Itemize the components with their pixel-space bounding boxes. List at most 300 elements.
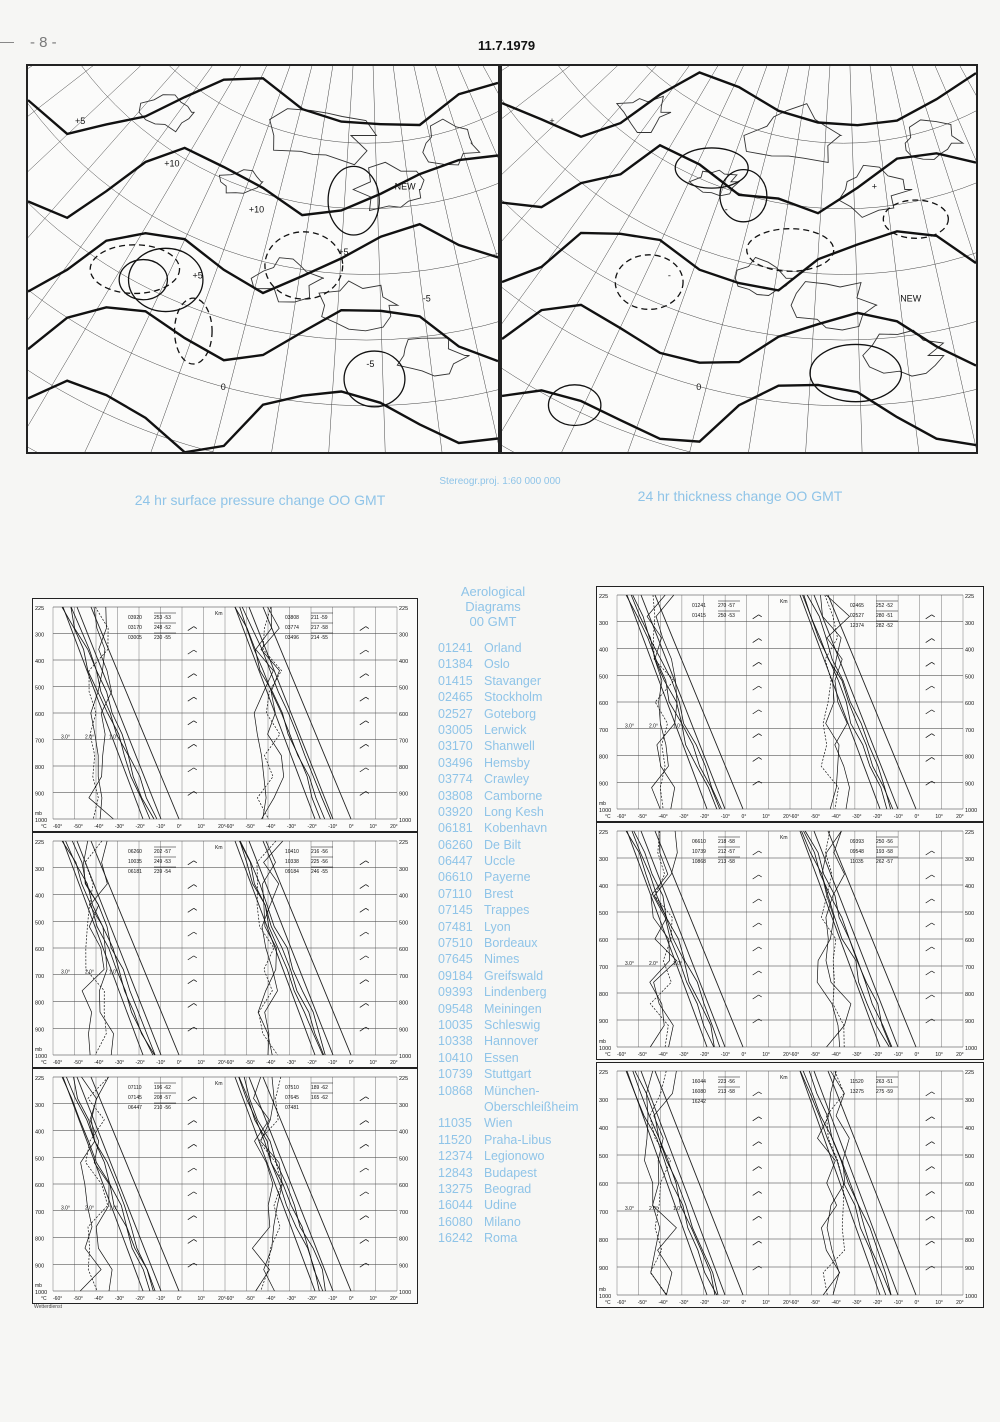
station-name: Kobenhavn <box>484 821 548 836</box>
surface-pressure-change-map <box>26 64 500 454</box>
station-item <box>438 755 578 771</box>
pressure-label: 500 <box>35 685 45 692</box>
temperature-tick: -30° <box>679 814 689 820</box>
station-code: 07145 <box>438 903 473 918</box>
pressure-label: 300 <box>965 620 975 627</box>
mb-unit-label: mb <box>599 801 606 807</box>
station-code-label: 16080 <box>692 1089 706 1095</box>
station-item <box>438 1017 578 1033</box>
wind-barb <box>188 956 194 960</box>
station-code-label: 12374 <box>850 623 864 629</box>
coastline <box>319 281 398 331</box>
tropopause-value: 211 -59 <box>311 615 328 621</box>
station-item <box>438 706 578 722</box>
wind-barb <box>366 980 369 982</box>
temperature-unit-label: °C <box>605 814 611 820</box>
wind-barb <box>366 1168 369 1170</box>
tropopause-value: 250 -56 <box>876 839 893 845</box>
temperature-tick: -20° <box>307 1296 317 1302</box>
station-item <box>438 1001 578 1017</box>
temperature-tick: -10° <box>328 1060 338 1066</box>
station-code-label: 09184 <box>285 869 299 875</box>
aerological-diagram-panel <box>32 832 418 1068</box>
temperature-tick: -50° <box>73 824 83 830</box>
wind-barb <box>753 1167 759 1171</box>
wind-barb <box>926 947 932 951</box>
pressure-label: 500 <box>965 1154 975 1160</box>
station-code-label: 10868 <box>692 859 706 865</box>
station-code-label: 07510 <box>285 1085 299 1091</box>
pressure-label: 600 <box>399 1183 409 1189</box>
pressure-label: 800 <box>35 765 45 771</box>
temperature-tick: 10° <box>197 1296 206 1302</box>
pressure-label: 700 <box>965 965 975 971</box>
wind-barb <box>926 1019 932 1023</box>
wind-barb <box>932 1092 935 1094</box>
station-code-label: 11520 <box>850 1079 864 1085</box>
temperature-tick: -10° <box>156 824 166 830</box>
wind-barb <box>926 923 932 927</box>
projection-note: Stereogr.proj. 1:60 000 000 <box>439 476 561 487</box>
station-code-label: 09393 <box>850 839 864 845</box>
station-name: Nimes <box>484 952 520 967</box>
wind-barb <box>926 1167 932 1171</box>
temperature-tick: -10° <box>328 824 338 830</box>
pressure-label: 800 <box>399 1000 409 1007</box>
temperature-tick: 0° <box>741 1300 747 1306</box>
wind-barb <box>360 650 366 654</box>
latitude-line <box>554 66 976 143</box>
pressure-label: 225 <box>599 830 609 836</box>
station-item <box>438 886 578 902</box>
wind-barb <box>932 615 935 617</box>
wind-barb <box>753 662 759 666</box>
wind-barb <box>366 627 369 629</box>
wind-barb <box>759 734 762 736</box>
mixing-ratio-label: 1.0° <box>109 969 118 976</box>
wind-barb <box>194 1121 197 1123</box>
wind-barb <box>759 1167 762 1169</box>
station-code: 03005 <box>438 722 473 737</box>
aerological-diagram-panel <box>32 598 418 832</box>
coastline <box>270 109 377 165</box>
wind-barb <box>194 1168 197 1170</box>
station-item <box>438 804 578 820</box>
wind-barb <box>932 899 935 901</box>
tropopause-value: 225 -56 <box>311 859 328 865</box>
temperature-tick: -10° <box>893 814 904 820</box>
map-label: NEW <box>394 181 416 192</box>
temperature-tick: -50° <box>810 1300 820 1306</box>
temperature-tick: -40° <box>658 1300 668 1306</box>
station-code-label: 10338 <box>285 859 299 865</box>
wind-barb <box>932 757 935 759</box>
wind-barb <box>366 697 369 699</box>
wind-barb <box>926 710 932 714</box>
temperature-tick: 20° <box>218 824 226 830</box>
tropopause-value: 189 -62 <box>311 1085 328 1091</box>
wind-barb <box>753 971 759 975</box>
temperature-tick: -50° <box>245 824 255 830</box>
wind-barb <box>188 791 194 795</box>
temperature-tick: -60° <box>790 814 800 820</box>
station-code: 10868 <box>438 1083 473 1098</box>
pressure-label: 225 <box>399 606 409 612</box>
station-code: 09184 <box>438 968 473 983</box>
wind-barb <box>926 1191 932 1195</box>
left-map-caption: 24 hr surface pressure change OO GMT <box>134 492 386 508</box>
tropopause-value: 275 -59 <box>876 1089 893 1095</box>
diagram-svg <box>597 1063 983 1307</box>
temperature-tick: 10° <box>762 1300 770 1306</box>
pressure-label: 600 <box>35 1183 45 1189</box>
wind-barb <box>360 697 366 701</box>
pressure-label: 900 <box>35 1027 45 1034</box>
zero-isopleth <box>28 307 498 361</box>
wind-barb <box>753 947 759 951</box>
pressure-label: 800 <box>599 992 609 998</box>
station-name: De Bilt <box>484 837 521 852</box>
station-item <box>438 1066 578 1082</box>
mixing-ratio-label: 3.0° <box>625 1205 634 1212</box>
wind-barb <box>759 923 762 925</box>
wind-barb <box>753 1117 759 1121</box>
tropopause-value: 262 -57 <box>876 859 893 865</box>
coastline <box>791 282 877 330</box>
pressure-label: 800 <box>35 1236 45 1243</box>
pressure-label: 500 <box>599 911 609 917</box>
pressure-label: 400 <box>35 893 45 900</box>
pressure-label: 225 <box>599 594 609 600</box>
pressure-label: 400 <box>35 659 45 665</box>
mixing-ratio-label: 3.0° <box>61 734 70 741</box>
station-code: 10410 <box>438 1050 473 1065</box>
wind-barb <box>194 650 197 652</box>
wind-barb <box>753 851 759 855</box>
wind-barb <box>926 995 932 999</box>
pressure-label: 400 <box>599 884 609 890</box>
km-label: Km <box>215 1081 223 1087</box>
pressure-label: 600 <box>599 1182 609 1188</box>
mb-unit-label: mb <box>599 1287 606 1293</box>
tropopause-value: 270 -57 <box>718 603 735 609</box>
mixing-ratio-label: 3.0° <box>61 969 70 976</box>
wind-barb <box>360 627 366 631</box>
pressure-label: 225 <box>599 1070 609 1076</box>
station-item <box>438 1083 578 1099</box>
pressure-label: 500 <box>35 1156 45 1163</box>
station-code: 07481 <box>438 919 473 934</box>
coastline <box>863 330 944 376</box>
wind-barb <box>194 1192 197 1194</box>
wind-barb <box>753 1191 759 1195</box>
wind-barb <box>759 686 762 688</box>
wind-barb <box>194 697 197 699</box>
station-name: Stavanger <box>484 673 541 688</box>
wind-barb <box>932 923 935 925</box>
tropopause-value: 246 -55 <box>311 869 328 875</box>
station-name: München- <box>484 1083 540 1098</box>
temperature-tick: 10° <box>197 1060 206 1066</box>
station-item <box>438 640 578 656</box>
station-code: 06181 <box>438 821 473 836</box>
station-code-label: 13275 <box>850 1089 864 1095</box>
temperature-tick: 20° <box>956 814 964 820</box>
station-name: Meiningen <box>484 1001 542 1016</box>
mb-unit-label: mb <box>35 1283 42 1289</box>
tropopause-value: 217 -58 <box>311 625 328 631</box>
station-code-label: 03920 <box>128 615 142 621</box>
temperature-tick: -30° <box>286 1296 297 1302</box>
station-code: 02527 <box>438 706 473 721</box>
wind-barb <box>360 1263 366 1267</box>
temperature-tick: 0° <box>741 1052 747 1058</box>
station-code: 11035 <box>438 1116 472 1131</box>
aerological-title <box>438 584 548 629</box>
pressure-label: 800 <box>35 1000 45 1007</box>
station-code: 13275 <box>438 1181 473 1196</box>
wind-barb <box>759 1092 762 1094</box>
wind-barb <box>360 1027 366 1031</box>
temperature-tick: -40° <box>831 814 841 820</box>
wind-barb <box>188 627 194 631</box>
temperature-tick: 10° <box>762 1052 770 1058</box>
mixing-ratio-label: 3.0° <box>625 723 634 730</box>
wind-barb <box>759 710 762 712</box>
wind-barb <box>188 1239 194 1243</box>
pressure-label: 900 <box>965 1019 975 1025</box>
map-label: +10 <box>248 204 265 215</box>
km-label: Km <box>215 845 223 851</box>
temperature-tick: -30° <box>286 1060 297 1066</box>
station-code: 07645 <box>438 952 473 967</box>
pressure-label: 900 <box>399 791 409 798</box>
meridian-line <box>502 66 843 71</box>
wind-barb <box>194 932 197 934</box>
pressure-label: 225 <box>35 606 45 612</box>
zero-isopleth <box>502 145 976 213</box>
temperature-tick: -60° <box>617 1052 627 1058</box>
wind-barb <box>360 980 366 984</box>
pressure-label: 600 <box>35 947 45 953</box>
diagram-svg <box>33 833 417 1067</box>
station-code-label: 01415 <box>692 613 706 619</box>
station-item <box>438 1115 578 1131</box>
wind-barb <box>759 615 762 617</box>
pressure-label: 500 <box>399 920 409 927</box>
station-name: Lindenberg <box>484 985 547 1000</box>
tropopause-value: 212 -57 <box>718 849 735 855</box>
wind-barb <box>926 875 932 879</box>
station-code-label: 03774 <box>285 625 299 631</box>
tropopause-value: 248 -52 <box>154 625 171 631</box>
wind-barb <box>194 744 197 746</box>
pressure-label: 700 <box>599 965 609 971</box>
temperature-tick: -40° <box>831 1300 841 1306</box>
page-number: - 8 - <box>30 34 57 51</box>
temperature-tick: -30° <box>679 1052 689 1058</box>
temperature-tick: -60° <box>617 814 627 820</box>
contour-line <box>747 229 834 272</box>
station-name: Shanwell <box>484 739 535 754</box>
wind-barb <box>360 1144 366 1148</box>
mb-unit-label: mb <box>35 1047 42 1053</box>
coastline <box>744 104 841 163</box>
station-item-continued <box>438 1099 578 1115</box>
temperature-tick: -30° <box>114 1296 125 1302</box>
station-item <box>438 1214 578 1230</box>
temperature-tick: -20° <box>873 814 883 820</box>
wind-barb <box>360 908 366 912</box>
wind-barb <box>759 947 762 949</box>
station-item <box>438 1197 578 1213</box>
aerological-diagram-panel <box>596 586 984 822</box>
meridian-line <box>294 66 367 452</box>
station-name: Oslo <box>484 657 510 672</box>
temperature-tick: -60° <box>53 824 63 830</box>
aerological-title-line: Aerological <box>460 584 526 599</box>
station-code-label: 07481 <box>285 1105 299 1111</box>
wind-barb <box>926 639 932 643</box>
pressure-label: 1000 <box>399 1054 412 1060</box>
diagram-svg <box>597 587 983 821</box>
tropopause-value: 216 -56 <box>311 849 328 855</box>
station-code: 06260 <box>438 837 473 852</box>
station-name: Essen <box>484 1050 519 1065</box>
temperature-unit-label: °C <box>41 824 47 830</box>
pressure-label: 400 <box>965 647 975 654</box>
pressure-label: 700 <box>35 1209 45 1216</box>
station-name: Milano <box>484 1214 521 1229</box>
meridian-line <box>28 66 366 71</box>
wind-barb <box>194 956 197 958</box>
wind-barb <box>759 971 762 973</box>
wind-barb <box>753 781 759 785</box>
temperature-tick: -40° <box>658 1052 668 1058</box>
wind-barb <box>360 1121 366 1125</box>
temperature-tick: -60° <box>790 1300 800 1306</box>
pressure-label: 1000 <box>965 808 978 814</box>
temperature-tick: -30° <box>286 824 297 830</box>
pressure-label: 500 <box>399 685 409 692</box>
pressure-label: 225 <box>399 1076 409 1082</box>
temperature-tick: 0° <box>176 1060 182 1066</box>
station-item <box>438 837 578 853</box>
wind-barb <box>188 932 194 936</box>
station-code-label: 10035 <box>128 859 142 865</box>
tropopause-value: 253 -53 <box>154 615 171 621</box>
tropopause-value: 193 -58 <box>876 849 893 855</box>
station-code: 02465 <box>438 690 473 705</box>
pressure-label: 600 <box>965 938 975 944</box>
pressure-label: 900 <box>399 1027 409 1034</box>
wind-barb <box>194 980 197 982</box>
zero-isopleth <box>502 385 976 445</box>
temperature-unit-label: °C <box>41 1296 47 1302</box>
wind-barb <box>366 768 369 770</box>
station-item <box>438 935 578 951</box>
pressure-label: 700 <box>35 738 45 745</box>
map-label: +10 <box>164 158 180 169</box>
zero-isopleth <box>28 381 498 452</box>
station-item <box>438 788 578 804</box>
wind-barb <box>753 734 759 738</box>
wind-barb <box>366 674 369 676</box>
temperature-tick: -30° <box>114 824 125 830</box>
pressure-label: 400 <box>35 1129 45 1136</box>
wind-barb <box>759 899 762 901</box>
station-name: Bordeaux <box>484 936 538 951</box>
mb-unit-label: mb <box>35 811 42 817</box>
wind-barb <box>188 674 194 678</box>
station-code: 12843 <box>438 1165 473 1180</box>
temperature-tick: -30° <box>852 814 862 820</box>
station-code-label: 02527 <box>850 613 864 619</box>
station-code: 01241 <box>438 641 473 655</box>
temperature-tick: -40° <box>94 1296 104 1302</box>
wind-barb <box>188 1263 194 1267</box>
temperature-tick: 0° <box>914 1300 920 1306</box>
temperature-tick: -20° <box>700 814 710 820</box>
pressure-label: 600 <box>599 938 609 944</box>
station-item <box>438 722 578 738</box>
pressure-label: 500 <box>399 1156 409 1163</box>
temperature-tick: 0° <box>741 814 747 820</box>
pressure-label: 300 <box>399 1102 409 1109</box>
pressure-label: 225 <box>399 840 409 846</box>
station-code-label: 03808 <box>285 615 299 621</box>
wind-barb <box>188 1097 194 1101</box>
wind-barb <box>194 1003 197 1005</box>
wind-barb <box>360 744 366 748</box>
wind-barb <box>932 995 935 997</box>
temperature-tick: 0° <box>176 824 182 830</box>
wind-barb <box>926 615 932 619</box>
temperature-tick: -10° <box>893 1052 904 1058</box>
temperature-tick: -60° <box>790 1052 800 1058</box>
temperature-tick: 20° <box>783 1300 791 1306</box>
station-name: Camborne <box>484 788 543 803</box>
pressure-label: 225 <box>965 830 975 836</box>
temperature-unit-label: °C <box>41 1060 47 1066</box>
station-name: Roma <box>484 1231 518 1246</box>
coastline <box>219 170 262 194</box>
temperature-tick: 10° <box>369 1296 378 1302</box>
station-name: Long Kesh <box>484 804 544 819</box>
wind-barb <box>360 1168 366 1172</box>
wind-barb <box>366 908 369 910</box>
station-name: Uccle <box>484 854 516 869</box>
wind-barb <box>188 908 194 912</box>
zero-isopleth <box>502 73 976 137</box>
temperature-tick: -20° <box>307 824 317 830</box>
station-code-label: 07645 <box>285 1095 299 1101</box>
map-label: - <box>724 204 728 215</box>
tropopause-value: 218 -58 <box>718 839 735 845</box>
pressure-label: 1000 <box>599 1294 612 1300</box>
temperature-tick: -20° <box>135 824 145 830</box>
station-code: 06610 <box>438 870 473 885</box>
wind-barb <box>360 791 366 795</box>
temperature-tick: -40° <box>266 824 276 830</box>
pressure-label: 800 <box>965 754 975 761</box>
wind-barb <box>366 1003 369 1005</box>
station-item <box>438 869 578 885</box>
pressure-label: 400 <box>399 1129 409 1136</box>
contour-line <box>548 385 600 426</box>
wind-barb <box>932 1117 935 1119</box>
wind-barb <box>188 650 194 654</box>
